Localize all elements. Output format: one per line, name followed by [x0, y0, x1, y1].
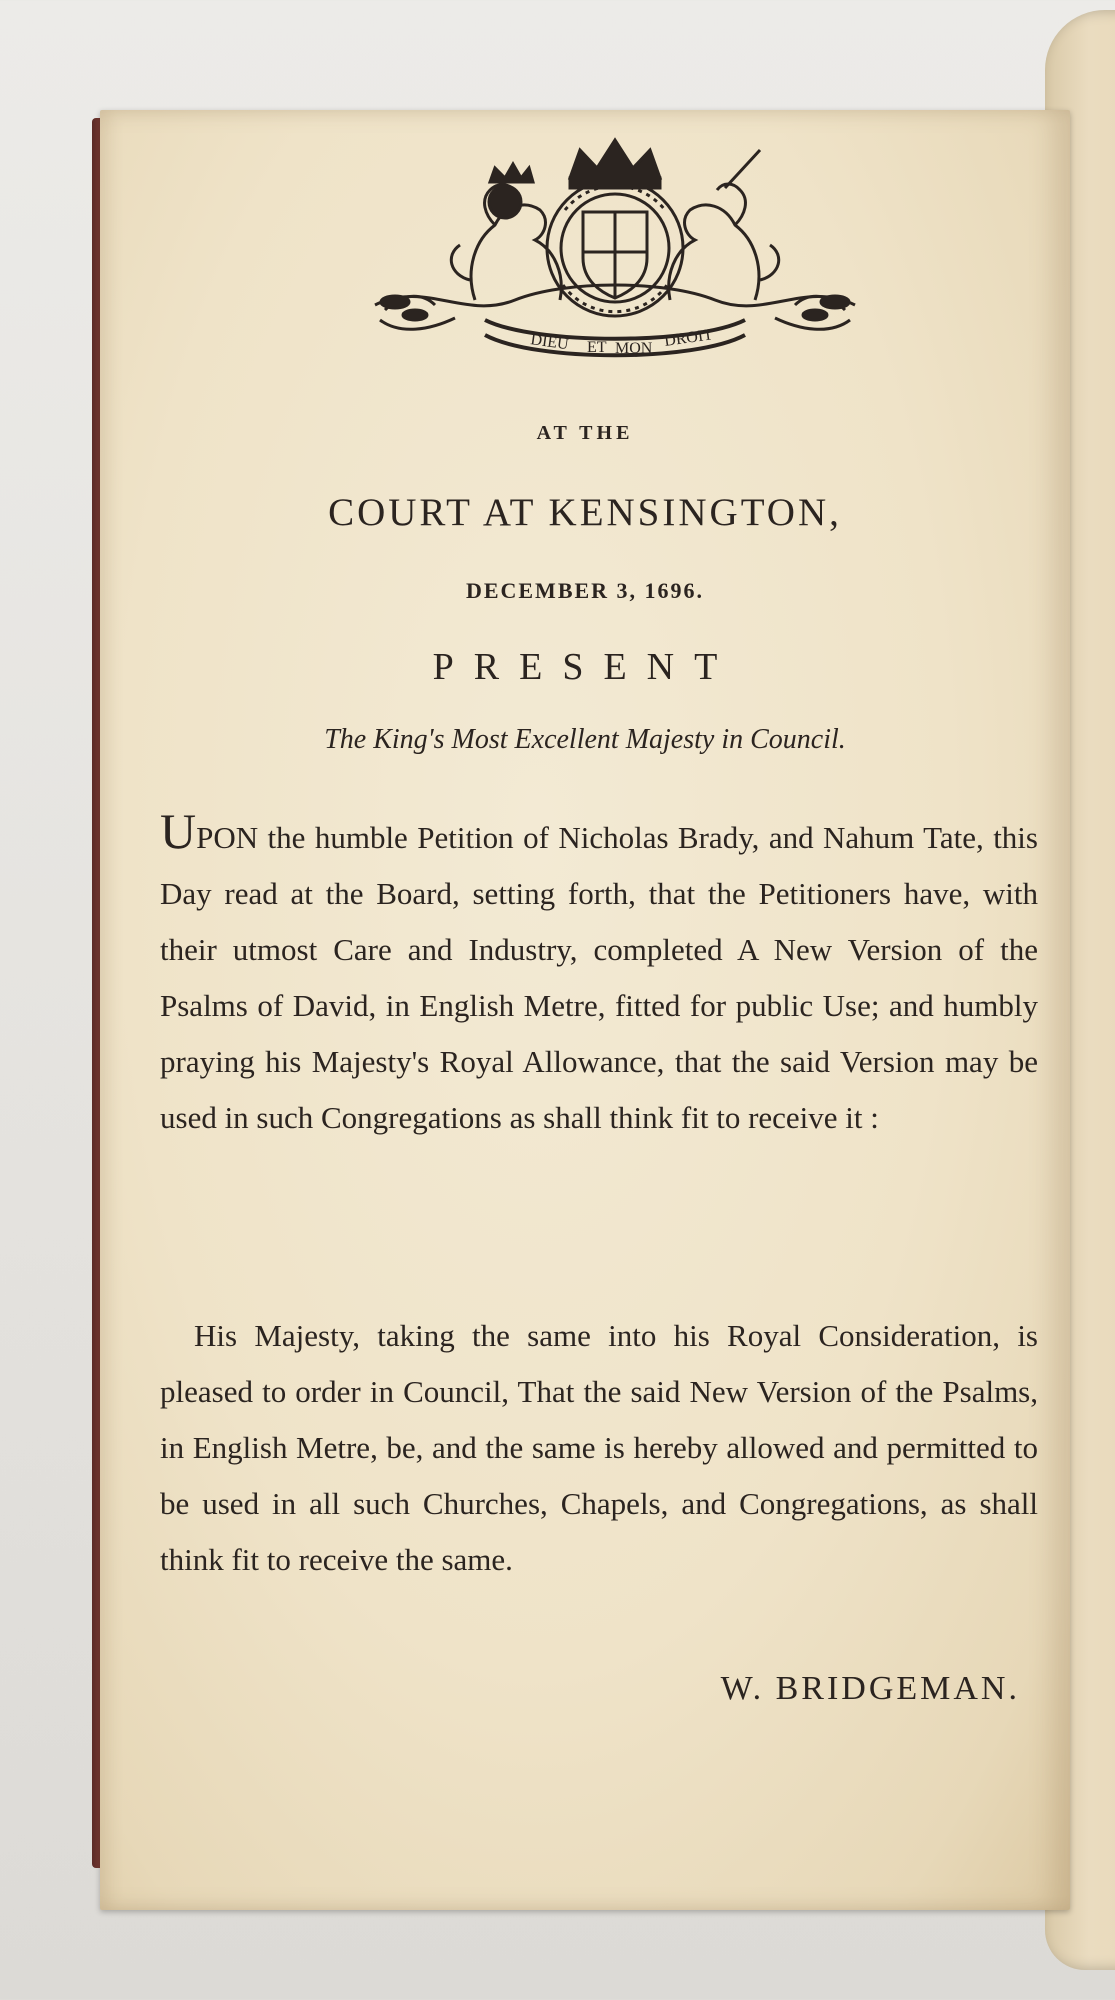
drop-cap: U: [160, 803, 197, 859]
petition-paragraph: [160, 803, 1038, 1146]
petition-text: PON the humble Petition of Nicholas Brady, and Nahum Tate, this Day read at the Board, setting forth, that the Petitioners have, with their utmost Care and Industry, completed A New Version of the Psalms of David, in English Metre, fitted for public Use; and humbly praying his Majesty's Royal Allowance, that the said Version may be used in such Congregations as shall think fit to receive it :: [160, 820, 1038, 1135]
crest-motto-dieu: DIEU: [529, 331, 570, 354]
crest-motto-droit: DROIT: [663, 326, 714, 350]
book-page: [100, 110, 1070, 1910]
signature: W. BRIDGEMAN.: [720, 1670, 1020, 1707]
royal-coat-of-arms-icon: [365, 130, 865, 370]
date-line: DECEMBER 3, 1696.: [465, 578, 705, 603]
majesty-line: The King's Most Excellent Majesty in Council.: [324, 724, 846, 755]
heading-court: COURT AT KENSINGTON,: [328, 491, 842, 534]
crest-motto-et: ET: [587, 339, 607, 356]
present-heading: PRESENT: [432, 646, 738, 688]
crest-motto-mon: MON: [615, 340, 653, 357]
heading-at-the: AT THE: [536, 422, 634, 444]
order-paragraph: His Majesty, taking the same into his Royal Consideration, is pleased to order in Council, That the said New Version of the Psalms, in English Metre, be, and the same is hereby allowed and permitted to be used in all such Churches, Chapels, and Congregations, as shall think fit to receive the same.: [160, 1318, 1038, 1577]
